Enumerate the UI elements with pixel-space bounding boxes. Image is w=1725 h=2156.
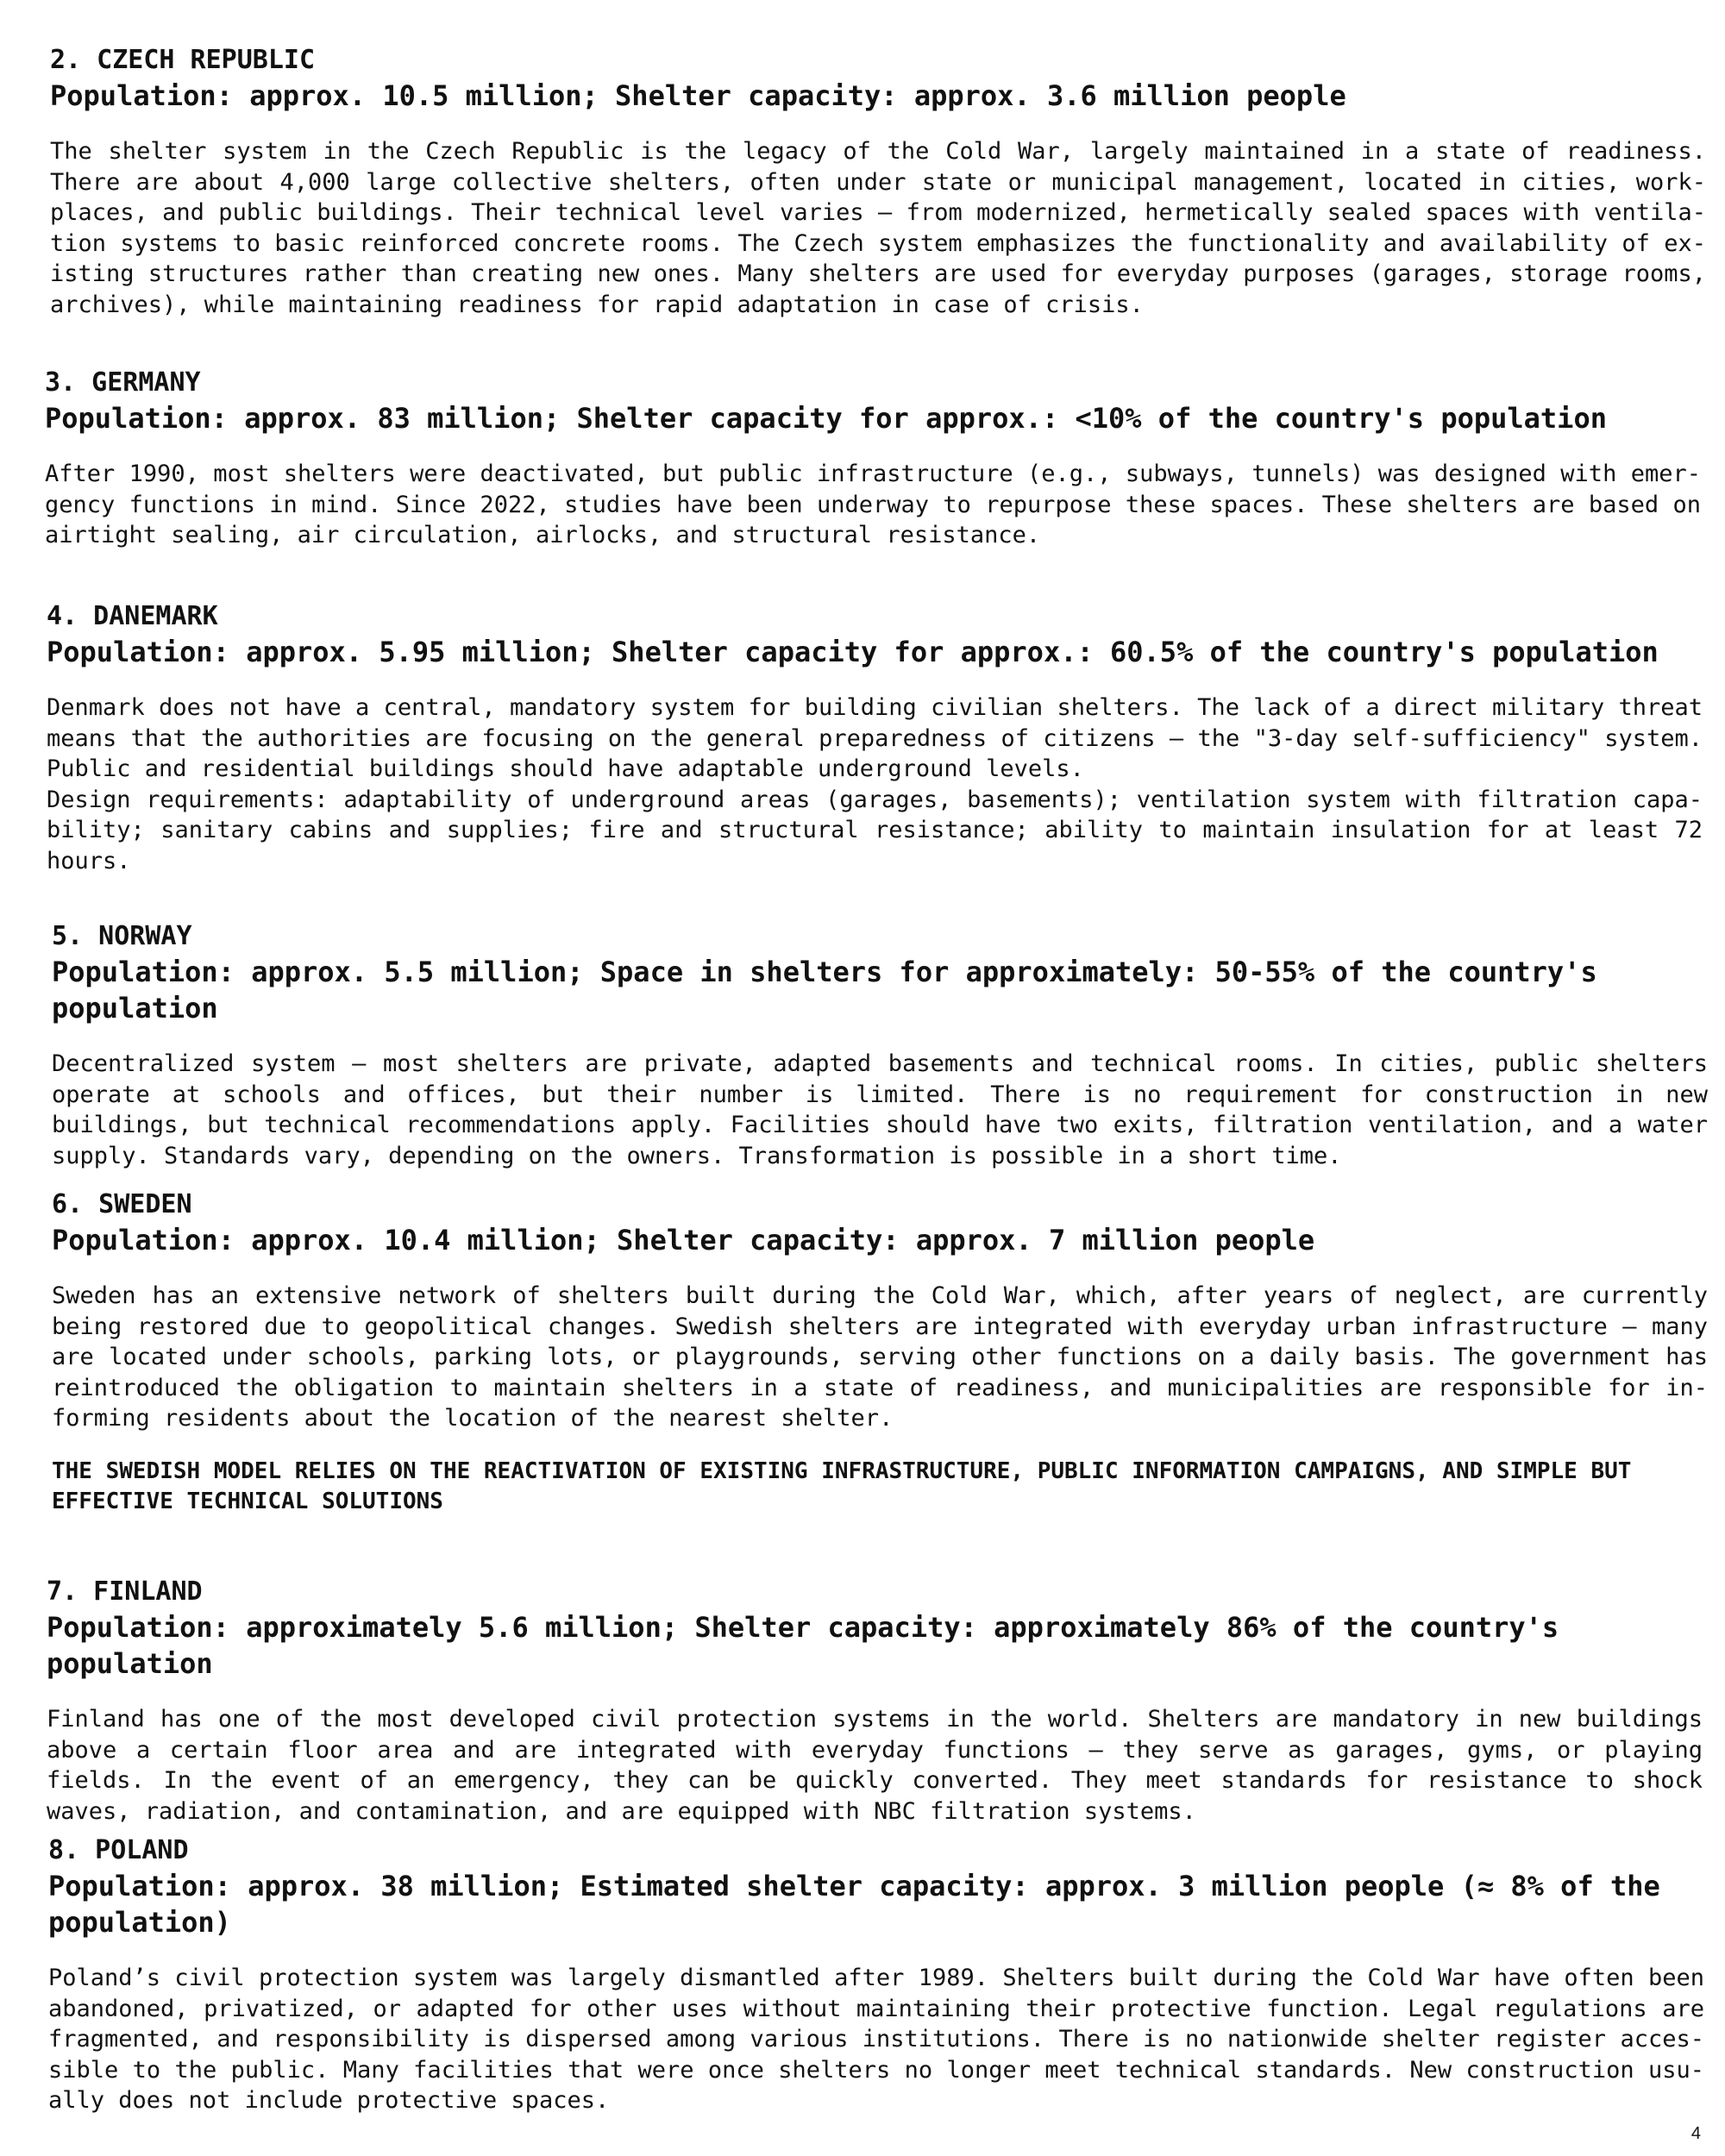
section-callout: THE SWEDISH MODEL RELIES ON THE REACTIVATION OF EXISTING INFRASTRUCTURE, PUBLIC INFORMATION CAMPAIGNS, AND SIMPLE BUT EFFECTIVE TECHNICAL SOLUTIONS: [52, 1457, 1632, 1514]
section-heading: 3. GERMANY: [45, 367, 201, 398]
page-number: 4: [1690, 2124, 1701, 2143]
section-body: [48, 1963, 1704, 2116]
section-body: [45, 459, 1701, 551]
section-subheading: Population: approx. 10.5 million; Shelter capacity: approx. 3.6 million people: [50, 79, 1346, 112]
paragraph: Denmark does not have a central, mandatory system for building civilian shelters. The lack of a direct military threat means that the authorities are focusing on the general preparedness of citizens – the "3-day self-sufficiency" system. Public and residential buildings should have adaptable underground levels.: [47, 694, 1703, 782]
section-body: [52, 1049, 1708, 1171]
paragraph: Design requirements: adaptability of underground areas (garages, basements); ventilation system with filtration capability; sanitary cabins and supplies; fire and structural resistance; ability to maintain insulation for at least 72 hours.: [47, 786, 1703, 874]
section-heading: 6. SWEDEN: [52, 1189, 192, 1219]
section-subheading: Population: approx. 5.5 million; Space in shelters for approximately: 50-55% of the country's population: [52, 956, 1597, 1025]
section-subheading: Population: approx. 83 million; Shelter capacity for approx.: <10% of the country's population: [45, 402, 1607, 435]
section-body: [47, 693, 1703, 876]
section-body: [47, 1704, 1703, 1827]
section-body: [52, 1281, 1708, 1434]
section-heading: 5. NORWAY: [52, 921, 192, 951]
section-danemark: [47, 599, 1703, 876]
section-subheading: Population: approx. 10.4 million; Shelter capacity: approx. 7 million people: [52, 1224, 1315, 1257]
paragraph: Poland’s civil protection system was largely dismantled after 1989. Shelters built during the Cold War have often been abandoned, privatized, or adapted for other uses without maintaining their protective function. Legal regulations are fragmented, and responsibility is dispersed among various institutions. There is no nationwide shelter register accessible to the public. Many facilities that were once shelters no longer meet technical standards. New construction usually does not include protective spaces.: [48, 1965, 1704, 2114]
paragraph: Sweden has an extensive network of shelters built during the Cold War, which, after years of neglect, are currently being restored due to geopolitical changes. Swedish shelters are integrated with everyday urban infrastructure – many are located under schools, parking lots, or playgrounds, serving other functions on a daily basis. The government has reintroduced the obligation to maintain shelters in a state of readiness, and municipalities are responsible for informing residents about the location of the nearest shelter.: [52, 1282, 1708, 1432]
paragraph: Finland has one of the most developed civil protection systems in the world. Shelters are mandatory in new buildings above a certain floor area and are integrated with everyday functions – they serve as garages, gyms, or playing fields. In the event of an emergency, they can be quickly converted. They meet standards for resistance to shock waves, radiation, and contamination, and are equipped with NBC filtration systems.: [47, 1706, 1703, 1825]
paragraph: Decentralized system – most shelters are private, adapted basements and technical rooms. In cities, public shelters operate at schools and offices, but their number is limited. There is no requirement for construction in new buildings, but technical recommendations apply. Facilities should have two exits, filtration ventilation, and a water supply. Standards vary, depending on the owners. Transformation is possible in a short time.: [52, 1050, 1708, 1169]
section-subheading: Population: approx. 5.95 million; Shelter capacity for approx.: 60.5% of the country's population: [47, 636, 1659, 668]
section-germany: [45, 366, 1701, 551]
paragraph: The shelter system in the Czech Republic is the legacy of the Cold War, largely maintained in a state of readiness. There are about 4,000 large collective shelters, often under state or municipal management, located in cities, workplaces, and public buildings. Their technical level varies – from modernized, hermetically sealed spaces with ventilation systems to basic reinforced concrete rooms. The Czech system emphasizes the functionality and availability of existing structures rather than creating new ones. Many shelters are used for everyday purposes (garages, storage rooms, archives), while maintaining readiness for rapid adaptation in case of crisis.: [50, 138, 1706, 318]
section-finland: [47, 1575, 1703, 1827]
section-heading: 2. CZECH REPUBLIC: [50, 45, 316, 75]
section-subheading: Population: approximately 5.6 million; Shelter capacity: approximately 86% of the country's population: [47, 1611, 1559, 1680]
section-heading: 7. FINLAND: [47, 1576, 203, 1607]
section-subheading: Population: approx. 38 million; Estimated shelter capacity: approx. 3 million people (≈ 8% of the population): [48, 1870, 1660, 1939]
section-body: [50, 136, 1706, 320]
section-heading: 8. POLAND: [48, 1835, 189, 1865]
section-norway: [52, 919, 1708, 1171]
paragraph: After 1990, most shelters were deactivated, but public infrastructure (e.g., subways, tunnels) was designed with emergency functions in mind. Since 2022, studies have been underway to repurpose these spaces. These shelters are based on airtight sealing, air circulation, airlocks, and structural resistance.: [45, 461, 1701, 548]
section-poland: [48, 1833, 1704, 2116]
section-sweden: [52, 1188, 1708, 1517]
section-czech-republic: [50, 43, 1706, 320]
section-heading: 4. DANEMARK: [47, 601, 218, 631]
